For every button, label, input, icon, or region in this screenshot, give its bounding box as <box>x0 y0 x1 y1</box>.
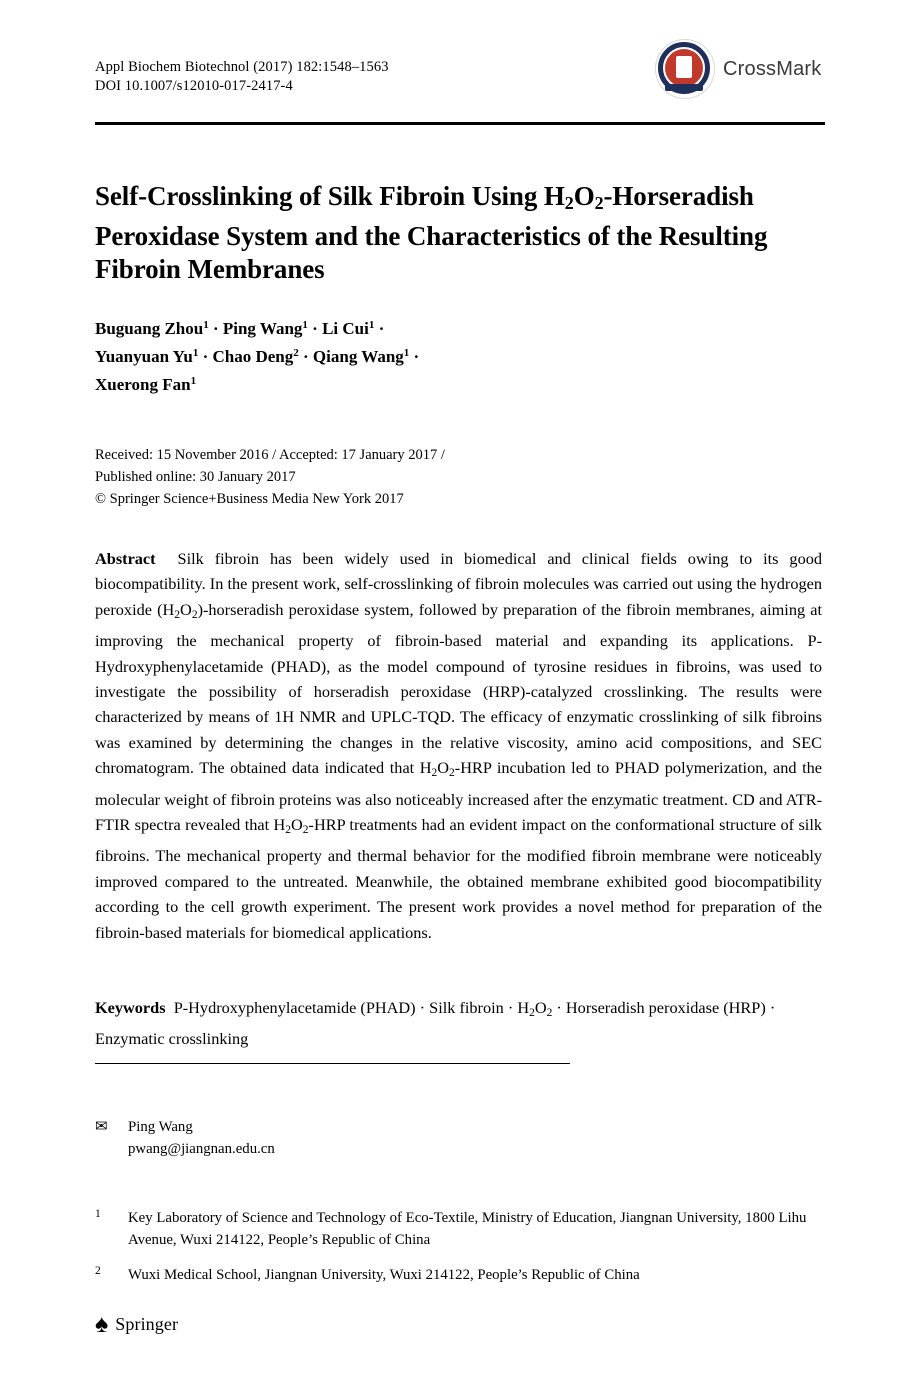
affiliation-text: Wuxi Medical School, Jiangnan University, Wuxi 214122, People’s Republic of China <box>128 1267 640 1283</box>
publication-dates <box>95 444 795 510</box>
doi-line: DOI 10.1007/s12010-017-2417-4 <box>95 78 293 94</box>
abstract-sub-3: 2 <box>431 767 438 780</box>
title-sub-2: 2 <box>594 193 604 213</box>
journal-citation: Appl Biochem Biotechnol (2017) 182:1548–1563 <box>95 59 389 75</box>
author-name: Xuerong Fan <box>95 375 191 394</box>
author-separator: · <box>374 319 385 338</box>
author-separator: · <box>409 347 420 366</box>
crossmark-label: CrossMark <box>723 57 822 80</box>
keywords-text-3: · Horseradish peroxidase (HRP) · Enzymatic crosslinking <box>95 998 776 1049</box>
keywords-text-2: O <box>534 998 547 1017</box>
affiliation-item <box>95 1265 825 1287</box>
abstract-text-6: O <box>291 815 303 835</box>
crossmark-icon <box>655 39 715 99</box>
affiliation-text: Key Laboratory of Science and Technology of Eco-Textile, Ministry of Education, Jiangnan University, 1800 Lihu Avenue, Wuxi 214122, People’s Republic of China <box>128 1210 807 1248</box>
author-name: Yuanyuan Yu <box>95 347 193 366</box>
abstract-sub-6: 2 <box>302 824 309 837</box>
abstract-sub-4: 2 <box>449 767 455 780</box>
abstract-sub-5: 2 <box>285 824 292 837</box>
page-title <box>95 180 795 286</box>
keywords-label: Keywords <box>95 998 166 1017</box>
keywords-sub-1: 2 <box>529 1007 535 1019</box>
author-affiliation-marker: 1 <box>203 319 209 331</box>
author-name: · Li Cui <box>307 319 369 338</box>
corresponding-author-email[interactable]: pwang@jiangnan.edu.cn <box>128 1141 275 1157</box>
abstract-text-1: Silk fibroin has been widely used in biomedical and clinical fields owing to its good biocompatibility. In the present work, self-crosslinking of fibroin molecules was carried out using the hydrogen peroxide (H <box>95 549 822 619</box>
publisher-logo <box>95 1312 178 1337</box>
footnote-divider <box>95 1063 570 1064</box>
keywords-text-1: P-Hydroxyphenylacetamide (PHAD) · Silk fibroin · H <box>173 998 530 1017</box>
abstract-text-7: -HRP treatments had an evident impact on the conformational structure of silk fibroins. The mechanical property and thermal behavior for the modified fibroin membrane were noticeably improved compared to the untreated. Meanwhile, the obtained membrane exhibited good biocompatibility according to the cell growth experiment. The present work provides a novel method for preparation of the fibroin-based materials for biomedical applications. <box>95 815 822 942</box>
affiliation-item <box>95 1208 825 1251</box>
abstract-sub-1: 2 <box>174 608 181 621</box>
title-line2: Peroxidase System and the Characteristics of the Resulting <box>95 221 768 251</box>
affiliation-number: 2 <box>95 1265 101 1277</box>
corresponding-author <box>95 1116 795 1160</box>
affiliation-list <box>95 1208 825 1301</box>
author-affiliation-marker: 1 <box>403 347 410 359</box>
affiliation-number: 1 <box>95 1208 101 1220</box>
title-sub-1: 2 <box>564 193 574 213</box>
keywords-section <box>95 995 822 1052</box>
published-online-line: Published online: 30 January 2017 <box>95 469 296 485</box>
abstract-label: Abstract <box>95 549 156 568</box>
publisher-name: Springer <box>115 1314 179 1334</box>
abstract-sub-2: 2 <box>191 608 198 621</box>
corresponding-author-name: Ping Wang <box>128 1119 193 1135</box>
abstract-text-4: O <box>437 758 450 778</box>
springer-mark-icon: ♠ <box>95 1311 109 1338</box>
title-line1-a: Self-Crosslinking of Silk Fibroin Using H <box>95 181 565 211</box>
abstract-section <box>95 546 822 945</box>
author-name: · Qiang Wang <box>298 347 404 366</box>
crossmark-badge[interactable] <box>655 38 825 100</box>
abstract-text-2: O <box>180 599 192 619</box>
copyright-line: © Springer Science+Business Media New York 2017 <box>95 491 404 507</box>
author-affiliation-marker: 2 <box>293 347 299 359</box>
author-name: · Chao Deng <box>198 347 294 366</box>
abstract-text-3: )-horseradish peroxidase system, followed by preparation of the fibroin membranes, aiming at improving the mechanical property of fibroin-based material and expanding its applications. P-Hydroxyphenylacetamide (PHAD), as the model compound of tyrosine residues in fibroins, was used to investigate the possibility of horseradish peroxidase (HRP)-catalyzed crosslinking. The results were characterized by means of 1H NMR and UPLC-TQD. The efficacy of enzymatic crosslinking of silk fibroins was examined by determining the changes in the relative viscosity, amino acid compositions, and SEC chromatogram. The obtained data indicated that H <box>95 599 822 778</box>
author-name: · Ping Wang <box>208 319 303 338</box>
author-list <box>95 313 795 397</box>
author-name: Buguang Zhou <box>95 319 204 338</box>
envelope-icon: ✉ <box>95 1119 108 1135</box>
author-affiliation-marker: 1 <box>302 319 308 331</box>
title-line1-b: O <box>573 181 595 211</box>
page-header <box>95 58 825 96</box>
title-line3: Fibroin Membranes <box>95 254 325 284</box>
header-divider <box>95 122 825 125</box>
title-line1-c: -Horseradish <box>603 181 754 211</box>
author-affiliation-marker: 1 <box>192 347 199 359</box>
keywords-sub-2: 2 <box>546 1007 553 1019</box>
author-affiliation-marker: 1 <box>368 319 375 331</box>
author-affiliation-marker: 1 <box>190 375 197 387</box>
abstract-text-5: -HRP incubation led to PHAD polymerization, and the molecular weight of fibroin proteins was also noticeably increased after the enzymatic treatment. CD and ATR-FTIR spectra revealed that H <box>95 758 822 835</box>
received-accepted-line: Received: 15 November 2016 / Accepted: 17 January 2017 / <box>95 447 445 463</box>
